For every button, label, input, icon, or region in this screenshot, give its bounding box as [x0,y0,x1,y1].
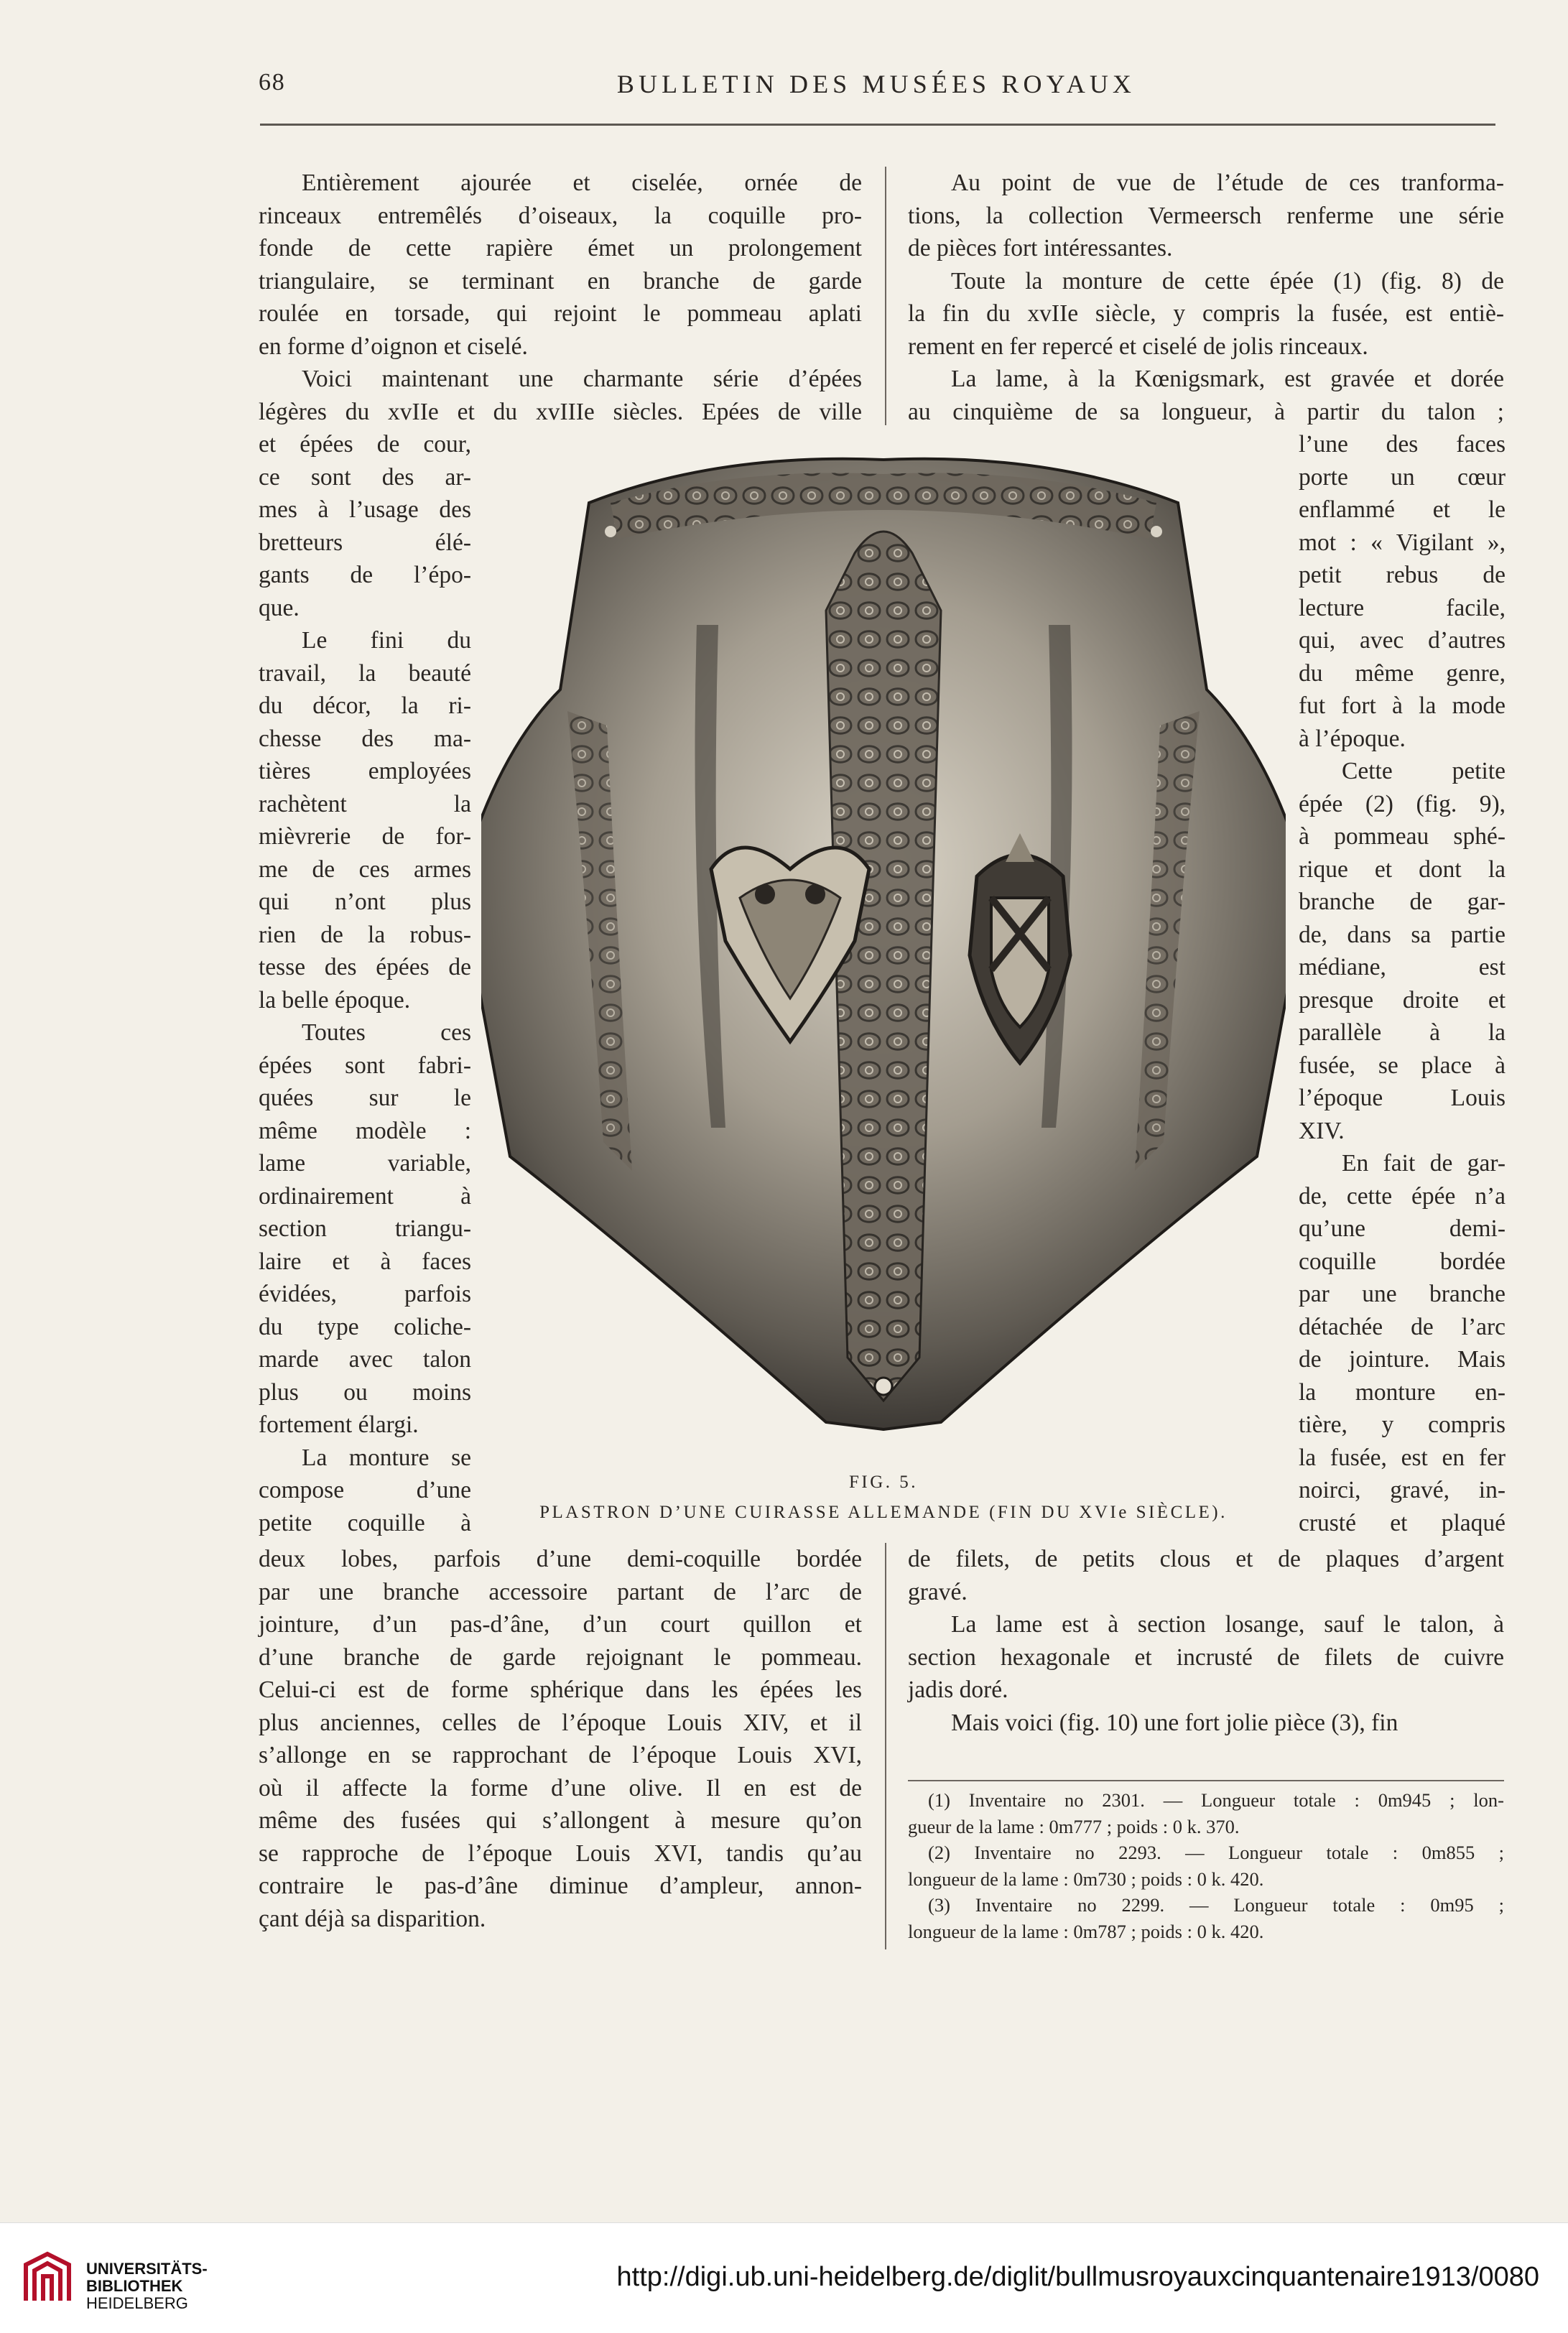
text-line: mes à l’usage des [259,496,471,523]
text-line: petit rebus de [1299,562,1506,588]
text-line: la fusée, est en fer [1299,1444,1506,1471]
text-line: tières employées [259,758,471,784]
text-line: fortement élargi. [259,1411,419,1438]
text-line: contraire le pas-d’âne diminue d’ampleur, annon- [259,1873,862,1899]
text-line: fut fort à la mode [1299,692,1506,719]
text-line: lecture facile, [1299,594,1506,621]
text-line: de filets, de petits clous et de plaques d’argent [908,1546,1504,1572]
text-line: Cette petite [1342,758,1506,784]
text-line: travail, la beauté [259,659,471,687]
left-column-top [259,167,862,428]
text-line: noirci, gravé, in- [1299,1477,1506,1503]
text-line: Le fini du [302,627,471,654]
text-line: tière, y compris [1299,1411,1506,1438]
text-line: jointure, d’un pas-d’âne, d’un court quillon et [259,1611,862,1638]
text-line: par une branche accessoire partant de l’arc de [259,1578,862,1605]
library-name-line2: BIBLIOTHEK [86,2277,183,2295]
footnote-line: (3) Inventaire no 2299. — Longueur totale : 0m95 ; [928,1894,1504,1916]
text-line: du type coliche- [259,1313,471,1340]
library-name-line3: HEIDELBERG [86,2294,188,2312]
footnote-line: longueur de la lame : 0m730 ; poids : 0 k. 420. [908,1868,1264,1890]
text-line: triangulaire, se terminant en branche de garde [259,267,862,294]
text-line: branche de gar- [1299,889,1506,915]
footnotes [908,1787,1504,1944]
text-line: s’allonge en se rapprochant de l’époque Louis XVI, [259,1742,862,1768]
text-line: qu’une demi- [1299,1215,1506,1242]
text-line: enflammé et le [1299,496,1506,523]
text-line: crusté et plaqué [1299,1509,1506,1536]
text-line: épées sont fabri- [259,1052,471,1079]
text-line: la monture en- [1299,1378,1506,1406]
page-number: 68 [259,69,286,96]
text-line: que. [259,594,300,621]
text-line: gravé. [908,1578,968,1605]
text-line: deux lobes, parfois d’une demi-coquille bordée [259,1546,862,1572]
text-line: rement en fer repercé et ciselé de jolis rinceaux. [908,333,1368,360]
footnote-rule [908,1780,1504,1781]
text-line: par une branche [1299,1281,1506,1307]
text-line: La lame, à la Kœnigsmark, est gravée et dorée [951,366,1504,392]
figure-breastplate-photo [481,424,1286,1458]
text-line: du même genre, [1299,659,1506,687]
digitization-url-link[interactable]: http://digi.ub.uni-heidelberg.de/diglit/bullmusroyauxcinquantenaire1913/0080 [616,2262,1539,2292]
text-line: de, cette épée n’a [1299,1182,1506,1210]
text-line: Entièrement ajourée et ciselée, ornée de [302,170,862,196]
text-line: en forme d’oignon et ciselé. [259,333,528,360]
figure-caption: PLASTRON D’UNE CUIRASSE ALLEMANDE (FIN DU XVIe SIÈCLE). [539,1503,1228,1522]
text-line: parallèle à la [1299,1019,1506,1046]
text-line: rien de la robus- [259,921,471,948]
text-line: Celui-ci est de forme sphérique dans les épées les [259,1676,862,1703]
left-column-wrap [259,428,471,1539]
text-line: du décor, la ri- [259,692,471,719]
text-line: ce sont des ar- [259,463,471,491]
text-line: Au point de vue de l’étude de ces tranforma- [951,170,1504,196]
text-line: compose d’une [259,1477,471,1503]
text-line: qui n’ont plus [259,889,471,915]
text-line: Mais voici (fig. 10) une fort jolie pièce (3), fin [951,1709,1398,1736]
text-line: rinceaux entremêlés d’oiseaux, la coquille pro- [259,202,862,229]
text-line: au cinquième de sa longueur, à partir du talon ; [908,398,1504,425]
text-line: qui, avec d’autres [1299,627,1506,654]
running-header [244,63,1508,106]
text-line: En fait de gar- [1342,1150,1506,1177]
text-line: coquille bordée [1299,1248,1506,1275]
right-column-wrap [1299,428,1506,1539]
library-logo-icon [19,2250,78,2309]
text-line: La lame est à section losange, sauf le talon, à [951,1611,1504,1638]
text-line: de, dans sa partie [1299,921,1506,948]
text-line: bretteurs élé- [259,529,471,556]
text-line: quées sur le [259,1085,471,1111]
footnote-line: longueur de la lame : 0m787 ; poids : 0 k. 420. [908,1920,1264,1942]
text-line: même des fusées qui s’allongent à mesure qu’on [259,1807,862,1834]
library-name [86,2260,208,2312]
text-line: XIV. [1299,1117,1345,1144]
text-line: de jointure. Mais [1299,1346,1506,1373]
text-line: presque droite et [1299,986,1506,1014]
digitization-footer [0,2222,1568,2333]
text-line: Toute la monture de cette épée (1) (fig. 8) de [951,267,1504,294]
text-line: même modèle : [259,1117,471,1144]
text-line: marde avec talon [259,1346,471,1373]
text-line: légères du xvIIe et du xvIIIe siècles. Epées de ville [259,398,862,425]
text-line: d’une branche de garde rejoignant le pommeau. [259,1643,862,1671]
text-line: fonde de cette rapière émet un prolongement [259,235,862,261]
text-line: détachée de l’arc [1299,1313,1506,1340]
text-line: et épées de cour, [259,431,471,458]
text-line: plus anciennes, celles de l’époque Louis XIV, et il [259,1709,862,1736]
text-line: mot : « Vigilant », [1299,529,1506,556]
journal-title: BULLETIN DES MUSÉES ROYAUX [616,70,1136,98]
text-line: La monture se [302,1444,471,1471]
library-name-line1: UNIVERSITÄTS- [86,2260,208,2278]
text-line: jadis doré. [908,1676,1008,1703]
text-line: plus ou moins [259,1378,471,1406]
text-line: porte un cœur [1299,463,1506,491]
text-line: l’époque Louis [1299,1085,1506,1111]
text-line: Toutes ces [302,1019,471,1046]
text-line: ordinairement à [259,1182,471,1210]
text-line: où il affecte la forme d’une olive. Il en est de [259,1774,862,1801]
figure-number: FIG. 5. [848,1472,919,1492]
text-line: rique et dont la [1299,855,1506,883]
right-column-bottom [908,1543,1504,1739]
text-line: se rapproche de l’époque Louis XVI, tandis qu’au [259,1840,862,1867]
text-line: à pommeau sphé- [1299,823,1506,850]
footnote-line: (2) Inventaire no 2293. — Longueur totale : 0m855 ; [928,1842,1504,1863]
header-rule [260,124,1495,126]
text-line: me de ces armes [259,855,471,883]
text-line: évidées, parfois [259,1281,471,1307]
breastplate-illustration [481,424,1286,1458]
text-line: petite coquille à [259,1509,471,1536]
text-line: section hexagonale et incrusté de filets de cuivre [908,1643,1504,1671]
text-line: lame variable, [259,1150,471,1177]
column-divider-top [885,167,886,425]
text-line: tesse des épées de [259,954,471,980]
text-line: de pièces fort intéressantes. [908,235,1173,261]
text-line: la fin du xvIIe siècle, y compris la fusée, est entiè- [908,300,1504,327]
text-line: médiane, est [1299,954,1506,980]
text-line: à l’époque. [1299,725,1406,752]
text-line: laire et à faces [259,1248,471,1275]
text-line: chesse des ma- [259,725,471,752]
text-line: mièvrerie de for- [259,823,471,850]
text-line: çant déjà sa disparition. [259,1905,486,1932]
footnote-line: gueur de la lame : 0m777 ; poids : 0 k. 370. [908,1815,1240,1837]
column-divider-bottom [885,1543,886,1949]
text-line: roulée en torsade, qui rejoint le pommeau aplati [259,300,862,327]
text-line: tions, la collection Vermeersch renferme une série [908,202,1504,229]
text-line: la belle époque. [259,986,411,1014]
text-line: l’une des faces [1299,431,1506,458]
footnote-line: (1) Inventaire no 2301. — Longueur totale : 0m945 ; lon- [928,1789,1504,1811]
text-line: épée (2) (fig. 9), [1299,790,1506,817]
text-line: rachètent la [259,790,471,817]
text-line: fusée, se place à [1299,1052,1506,1079]
left-column-bottom [259,1543,862,1935]
right-column-top [908,167,1504,428]
text-line: gants de l’épo- [259,562,471,588]
text-line: Voici maintenant une charmante série d’épées [302,366,862,392]
text-line: section triangu- [259,1215,471,1242]
